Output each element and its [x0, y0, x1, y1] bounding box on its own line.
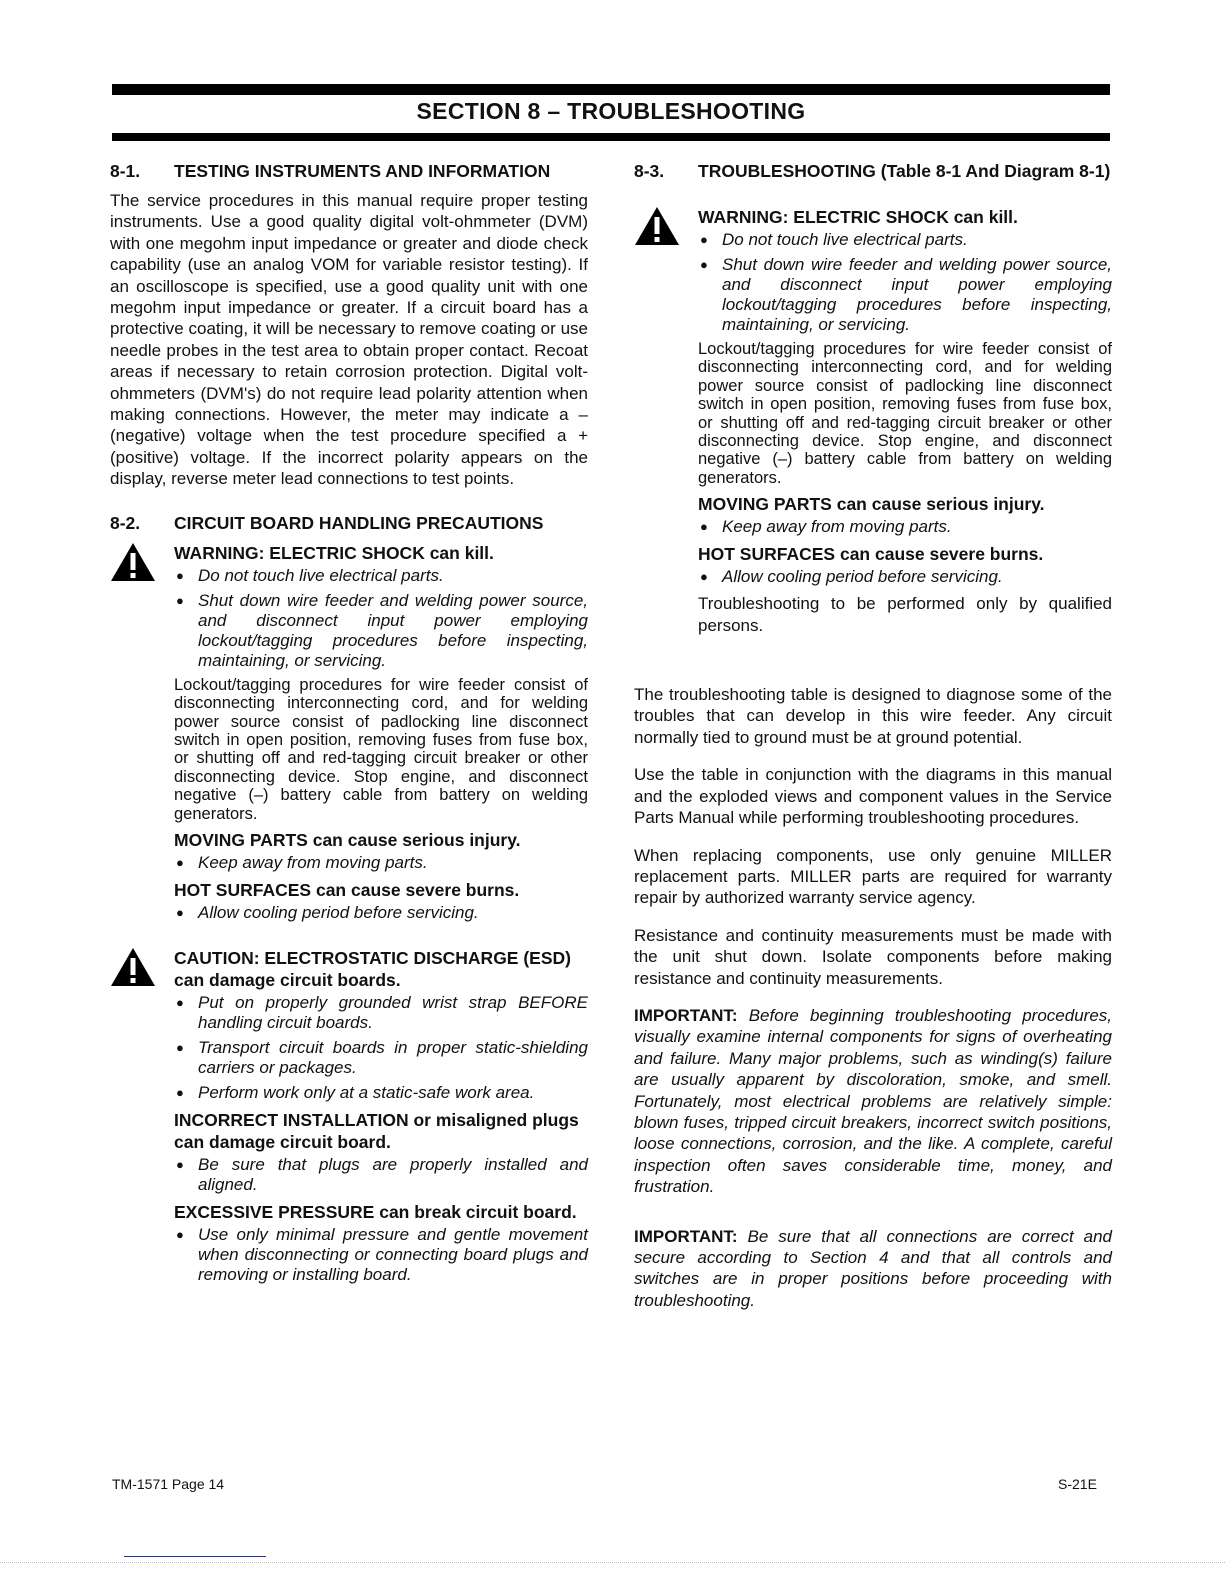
lockout-text: Lockout/tagging procedures for wire feeder consist of disconnecting interconnecting cord, and for welding power source consist of padlocking line disconnect switch in open position, removing fuses from fuse box, or shutting off and red-tagging circuit breaker or other disconnecting device. Stop engine, and disconnect negative (–) battery cable from battery on welding generators.	[174, 675, 588, 823]
bullet-item: ● Shut down wire feeder and welding power source, and disconnect input power employing lockout/tagging procedures before inspecting, maintaining, or servicing.	[698, 255, 1112, 335]
bullet-item: ● Perform work only at a static-safe work area.	[174, 1083, 588, 1103]
moving-parts-heading: MOVING PARTS can cause serious injury.	[174, 829, 521, 850]
warning-triangle-icon	[110, 542, 156, 582]
header-rule	[112, 133, 1110, 141]
warning-heading: WARNING: ELECTRIC SHOCK can kill.	[698, 207, 1018, 227]
bullet-item: ● Use only minimal pressure and gentle movement when disconnecting or connecting board plugs and removing or installing board.	[174, 1225, 588, 1285]
moving-parts-heading: MOVING PARTS can cause serious injury.	[698, 494, 1045, 515]
footer-page-label: TM-1571 Page 14	[112, 1476, 225, 1492]
bullet-item: ● Allow cooling period before servicing.	[174, 903, 588, 923]
heading-8-1	[110, 160, 588, 182]
hot-surfaces-heading: HOT SURFACES can cause severe burns.	[698, 544, 1044, 565]
troubleshooting-paragraph: Resistance and continuity measurements must be made with the unit shut down. Isolate components before making resistance and continuity measurements.	[634, 925, 1112, 988]
caution-heading: CAUTION: ELECTROSTATIC DISCHARGE (ESD) can damage circuit boards.	[174, 947, 571, 990]
footer-code: S-21E	[1058, 1476, 1097, 1492]
bottom-link-underline	[124, 1556, 266, 1557]
testing-instruments-paragraph: The service procedures in this manual require proper testing instruments. Use a good quality digital volt-ohmmeter (DVM) with one megohm input impedance or greater and diode check capability (use an analog VOM for variable resistor testing). If an oscilloscope is specified, use a good quality unit with one megohm input impedance or greater. If a circuit board has a protective coating, it will be necessary to remove coating or use needle probes in the test area to obtain proper contact. Recoat areas if necessary to retain corrosion protection. Digital volt-ohmmeters (DVM's) do not require lead polarity attention when making connections. However, the meter may indicate a – (negative) voltage when the test procedure specified a + (positive) voltage. If the incorrect polarity appears on the display, reverse meter lead connections to test points.	[110, 191, 588, 489]
important-text: Be sure that all connections are correct and secure according to Section 4 and that all controls and switches are in proper positions before proceeding with troubleshooting.	[634, 1226, 1112, 1310]
heading-number: 8-2.	[110, 512, 141, 533]
lockout-text: Lockout/tagging procedures for wire feeder consist of disconnecting interconnecting cord, and for welding power source consist of padlocking line disconnect switch in open position, removing fuses from fuse box, or shutting off and red-tagging circuit breaker or other disconnecting device. Stop engine, and disconnect negative (–) battery cable from battery on welding generators.	[698, 340, 1112, 487]
excessive-pressure-heading: EXCESSIVE PRESSURE can break circuit board.	[174, 1201, 577, 1222]
troubleshooting-paragraph: When replacing components, use only genuine MILLER replacement parts. MILLER parts are required for warranty repair by authorized warranty service agency.	[634, 845, 1112, 908]
bullet-item: ● Do not touch live electrical parts.	[698, 230, 1112, 250]
bullet-item: ● Keep away from moving parts.	[698, 517, 1112, 537]
important-text: Before beginning troubleshooting procedures, visually examine internal components for signs of overheating and failure. Many major problems, such as winding(s) failure are usually apparent by discoloration, smoke, and smell. Fortunately, most electrical problems are relatively simple: blown fuses, tripped circuit breakers, incorrect switch positions, loose connections, corrosion, and the like. A complete, careful inspection often saves considerable time, money, and frustration.	[634, 1005, 1112, 1197]
warning-block	[634, 206, 1112, 636]
bullet-item: ● Allow cooling period before servicing.	[698, 567, 1112, 587]
heading-text: CIRCUIT BOARD HANDLING PRECAUTIONS	[174, 512, 544, 533]
important-label: IMPORTANT:	[634, 1226, 738, 1246]
bullet-item: ● Be sure that plugs are properly installed and aligned.	[174, 1155, 588, 1195]
bullet-item: ● Keep away from moving parts.	[174, 853, 588, 873]
warning-bullets	[174, 566, 588, 671]
caution-triangle-icon	[110, 947, 156, 987]
heading-8-2	[110, 512, 588, 534]
warning-triangle-icon	[634, 206, 680, 246]
caution-block	[110, 947, 588, 1285]
caution-bullets	[174, 993, 588, 1103]
warning-bullets	[698, 230, 1112, 335]
heading-8-3	[634, 160, 1112, 182]
heading-number: 8-1.	[110, 161, 141, 181]
bottom-dotted-rule	[0, 1562, 1225, 1563]
heading-text: TROUBLESHOOTING (Table 8-1 And Diagram 8-1)	[698, 161, 1111, 181]
warning-heading: WARNING: ELECTRIC SHOCK can kill.	[174, 542, 494, 563]
heading-text: TESTING INSTRUMENTS AND INFORMATION	[174, 161, 551, 181]
bullet-item: ● Shut down wire feeder and welding power source, and disconnect input power employing lockout/tagging procedures before inspecting, maintaining, or servicing.	[174, 591, 588, 671]
hot-surfaces-heading: HOT SURFACES can cause severe burns.	[174, 879, 520, 900]
warning-block	[110, 542, 588, 923]
important-note-2	[634, 1226, 1112, 1312]
important-note-1	[634, 1005, 1112, 1198]
qualified-persons-text: Troubleshooting to be performed only by qualified persons.	[698, 594, 1112, 635]
bullet-item: ● Transport circuit boards in proper static-shielding carriers or packages.	[174, 1038, 588, 1078]
bullet-item: ● Do not touch live electrical parts.	[174, 566, 588, 586]
troubleshooting-paragraph: Use the table in conjunction with the diagrams in this manual and the exploded views and component values in the Service Parts Manual while performing troubleshooting procedures.	[634, 765, 1112, 828]
troubleshooting-paragraph: The troubleshooting table is designed to diagnose some of the troubles that can develop in this wire feeder. Any circuit normally tied to ground must be at ground potential.	[634, 685, 1112, 747]
important-label: IMPORTANT:	[634, 1005, 738, 1025]
bullet-item: ● Put on properly grounded wrist strap BEFORE handling circuit boards.	[174, 993, 588, 1033]
heading-number: 8-3.	[634, 161, 665, 181]
left-column	[110, 160, 588, 1299]
section-title: SECTION 8 – TROUBLESHOOTING	[416, 98, 806, 124]
top-rule	[112, 84, 1110, 95]
right-column	[634, 160, 1112, 1327]
incorrect-installation-heading: INCORRECT INSTALLATION or misaligned plugs can damage circuit board.	[174, 1109, 579, 1152]
